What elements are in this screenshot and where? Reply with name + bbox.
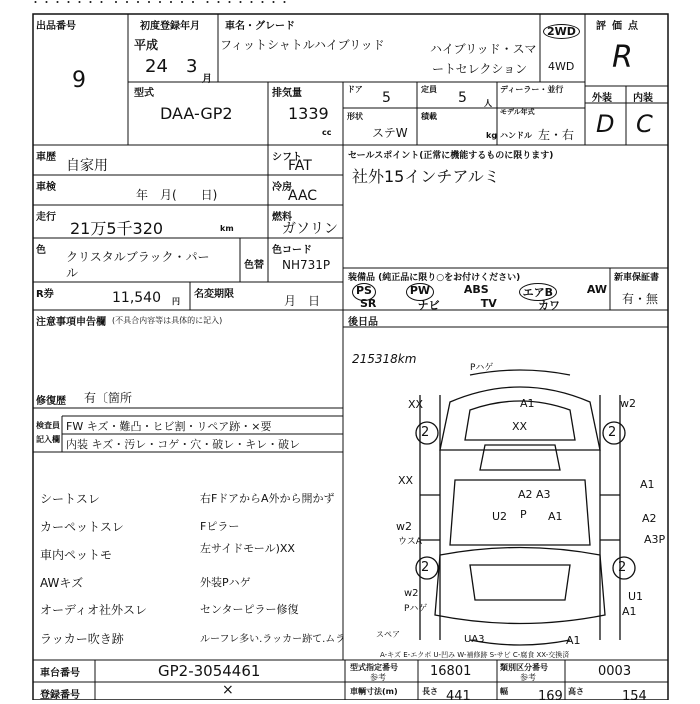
r-label: R券 [36,289,54,300]
grade-line1: ハイブリッド・スマ [430,42,537,56]
equip-leather: カワ [538,299,560,312]
note-right-6: ルーフレ多い.ラッカー跡て.ムラ [200,634,346,645]
wheel-rl: 2 [421,560,430,575]
note-right-5: センターピラー修復 [200,603,299,616]
displacement-label: 排気量 [272,88,302,99]
note-right-3: 左サイドモール)XX [200,542,295,555]
height-label: 高さ [568,687,584,696]
ref-label-1: 参考 [370,673,386,682]
damage-legend: A-キズ E-エクボ U-凹み W-補修跡 S-サビ C-腐食 XX-交換済 [380,651,570,659]
record-label: 記入欄 [36,435,60,444]
top-cutoff-text: ・・・・・・・ ・・・・・・・・ ・・・・・・・・ [30,0,290,9]
mileage-label: 走行 [36,212,56,223]
mark-a1-right: A1 [640,478,655,491]
kg-unit: kg [486,131,498,140]
r-amount: 11,540 [112,290,161,306]
model-code: 16801 [430,664,472,679]
displacement: 1339 [288,104,329,123]
mark-phage-top: Pハゲ [470,363,494,373]
inspect-label: 検査員 [36,421,60,430]
width-label: 幅 [500,687,508,696]
mark-ua3: UA3 [464,634,485,645]
equip-aw: AW [586,283,607,296]
lot-no-label: 出品番号 [36,21,76,32]
height: 154 [622,689,647,704]
ext-grade: D [596,110,615,138]
notes-sub: (不具合内容等は具体的に記入) [112,316,223,325]
drive-2wd: 2WD [543,24,580,39]
equip-sr: SR [360,297,377,310]
mark-phage-lower: Pハゲ [404,604,428,614]
car-name-label: 車名・グレード [225,21,295,32]
color-line2: ル [66,266,79,280]
chassis-label: 車台番号 [40,668,80,679]
usage: 自家用 [66,158,108,174]
shift-label: シフト [272,152,302,163]
mark-a1-mid: A1 [548,510,563,523]
yen-unit: 円 [172,297,180,306]
ref-label-2: 参考 [520,673,536,682]
note-2: カーペットスレ [40,520,124,534]
grade-line2: ートセレクション [432,62,528,76]
capacity: 5 [458,90,467,106]
equip-pw: PW [406,283,434,301]
color-line1: クリスタルブラック・パー [66,250,210,264]
reg-year: 24 [145,56,168,77]
equip-ps: PS [352,283,376,301]
mileage-note: 215318km [352,352,417,366]
fw-line: FW キズ・難凸・ヒビ割・リペア跡・×要 [66,420,272,433]
mark-p: P [520,508,527,521]
length: 441 [446,689,471,704]
color-code-label: 色コード [272,245,312,256]
equipment-label: 装備品 (純正品に限り○をお付けください) [348,273,521,283]
class-label: 類別区分番号 [500,663,548,672]
handle-label: ハンドル [500,131,532,140]
mark-a3p: A3P [644,533,666,546]
note-5: オーディオ社外スレ [40,603,148,617]
int-label: 内装 [633,93,653,104]
mark-w2-top: w2 [620,397,636,410]
mark-spare: スペア [376,630,400,639]
int-grade: C [636,110,653,138]
note-right-1: 右FドアからA外から開かず [200,492,335,505]
class-code: 0003 [598,664,632,679]
reg-value: × [222,682,234,698]
lot-no: 9 [72,68,86,93]
mark-a1-top: A1 [520,397,535,410]
note-right-4: 外装Pハゲ [200,576,251,589]
mark-w2-left: w2 [396,520,412,533]
sales-point: 社外15インチアルミ [352,167,500,186]
repair-label: 修復歴 [36,396,66,407]
note-right-2: Fピラー [200,520,240,533]
rear-label: 後日品 [348,317,378,328]
wheel-fr: 2 [608,425,617,440]
equipment-row-bottom [360,297,560,313]
inspection: 年 月( 日) [136,188,218,202]
mark-a2a3: A2 A3 [518,488,551,501]
capacity-unit: 人 [484,99,492,108]
handle: 左・右 [538,128,575,142]
note-3: 車内ペットモ [40,548,113,562]
chassis: GP2-3054461 [158,662,261,680]
mark-a1-bottom: A1 [566,634,581,647]
sales-label: セールスポイント(正常に機能するものに限ります) [348,151,554,161]
note-6: ラッカー吹き跡 [40,632,124,646]
equip-airbag: エアB [519,283,557,301]
color-label: 色 [36,245,46,256]
fuel-label: 燃料 [272,212,292,223]
shape-label: 形状 [347,112,363,121]
dims-label: 車輌寸法(m) [350,687,398,696]
model-code-label: 型式指定番号 [350,663,398,672]
notes-label: 注意事項申告欄 [36,317,106,328]
ac: AAC [288,188,318,204]
length-label: 長さ [422,687,438,696]
mark-u1: U1 [628,590,644,603]
repair-value: 有〔箇所 [84,391,133,405]
score: R [612,40,633,75]
drive-4wd: 4WD [548,60,575,73]
color-change-label: 色替 [244,260,264,271]
equip-abs: ABS [463,283,489,296]
dealer-label: ディーラー・並行 [500,85,564,94]
shape: ステW [372,126,408,140]
mileage: 21万5千320 [70,219,164,238]
int-line: 内装 キズ・汚レ・コゲ・穴・破レ・キレ・破レ [66,438,301,451]
shift: FAT [288,158,312,174]
first-reg-label: 初度登録年月 [140,21,200,32]
wheel-fl: 2 [421,425,430,440]
doors-label: ドア [347,85,363,94]
note-1: シートスレ [40,492,100,506]
capacity-label: 定員 [421,85,437,94]
mark-xx-2: XX [512,420,528,433]
reg-month: 3 [186,56,198,77]
load-label: 積載 [421,112,437,121]
color-code: NH731P [282,258,331,272]
cc-unit: cc [322,128,332,137]
usage-label: 車歴 [36,152,56,163]
mark-xx-1: XX [408,398,424,411]
ext-label: 外装 [592,93,612,104]
mark-xx-3: XX [398,474,414,487]
mark-a2-right: A2 [642,512,657,525]
note-4: AWキズ [40,576,84,590]
model: DAA-GP2 [160,104,233,123]
km-unit: km [220,224,234,233]
mark-usua: ウスA [398,537,422,547]
equip-navi: ナビ [417,299,440,312]
ac-label: 冷房 [272,182,292,193]
mark-u2: U2 [492,510,508,523]
new-warranty-value: 有・無 [622,292,659,306]
month-unit: 月 [202,74,212,85]
model-label: 型式 [134,88,154,99]
era: 平成 [134,38,159,52]
fuel: ガソリン [282,221,338,237]
score-label: 評価点 [596,21,644,32]
mark-w2-lower: w2 [404,588,419,599]
reg-label: 登録番号 [40,690,80,701]
new-warranty-label: 新車保証書 [614,273,660,283]
mark-a1-lower: A1 [622,605,637,618]
equip-tv: TV [480,297,497,310]
tax-date: 月 日 [284,294,321,308]
doors: 5 [382,90,391,106]
model-year-label: モデル年式 [500,108,535,116]
car-name: フィットシャトルハイブリッド [220,38,385,52]
tax-label: 名変期限 [194,289,234,300]
wheel-rr: 2 [618,560,627,575]
width: 169 [538,689,563,704]
inspection-label: 車検 [36,182,56,193]
